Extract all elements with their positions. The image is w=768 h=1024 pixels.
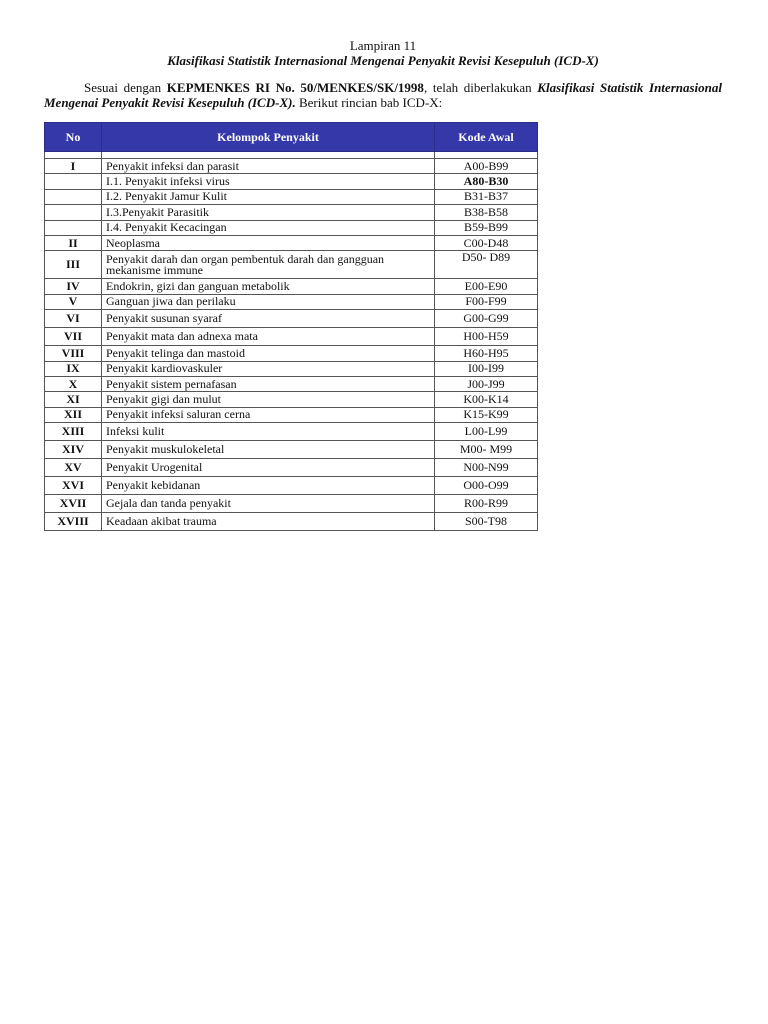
row-no: X: [45, 376, 102, 391]
row-no: IV: [45, 279, 102, 294]
row-group: Penyakit gigi dan mulut: [102, 392, 435, 407]
table-row: [45, 294, 538, 309]
row-no: VIII: [45, 346, 102, 361]
row-code: K15-K99: [435, 407, 538, 422]
intro-text-3: Berikut rincian bab ICD-X:: [295, 95, 443, 110]
row-code: N00-N99: [435, 459, 538, 477]
row-group: Penyakit muskulokeletal: [102, 441, 435, 459]
row-code: B31-B37: [435, 189, 538, 204]
icd-chapter-table: [44, 122, 538, 531]
row-no: II: [45, 235, 102, 250]
row-no: XV: [45, 459, 102, 477]
row-code: E00-E90: [435, 279, 538, 294]
row-group: I.1. Penyakit infeksi virus: [102, 174, 435, 189]
spacer-row: [45, 152, 538, 159]
table-row: [45, 279, 538, 294]
row-group: Penyakit darah dan organ pembentuk darah dan gangguan mekanisme immune: [102, 251, 435, 279]
table-body: [45, 152, 538, 531]
table-row: [45, 174, 538, 189]
row-code: K00-K14: [435, 392, 538, 407]
row-group: Penyakit susunan syaraf: [102, 310, 435, 328]
appendix-label: Lampiran 11: [349, 38, 417, 53]
row-group: Penyakit infeksi saluran cerna: [102, 407, 435, 422]
table-row: [45, 495, 538, 513]
table-row: [45, 346, 538, 361]
row-group: Infeksi kulit: [102, 423, 435, 441]
row-code: A80-B30: [435, 174, 538, 189]
header-no: No: [45, 123, 102, 152]
header-code: Kode Awal: [435, 123, 538, 152]
row-group: I.3.Penyakit Parasitik: [102, 205, 435, 220]
header-group: Kelompok Penyakit: [102, 123, 435, 152]
intro-text-2: , telah diberlakukan: [423, 80, 538, 95]
row-group: Penyakit Urogenital: [102, 459, 435, 477]
row-code: S00-T98: [435, 513, 538, 531]
table-header: [45, 123, 538, 152]
row-group: Penyakit kebidanan: [102, 477, 435, 495]
table-row: [45, 205, 538, 220]
row-group: Penyakit telinga dan mastoid: [102, 346, 435, 361]
table-row: [45, 459, 538, 477]
row-group: Penyakit sistem pernafasan: [102, 376, 435, 391]
row-no: I: [45, 159, 102, 174]
table-row: [45, 310, 538, 328]
intro-paragraph: [44, 80, 722, 110]
row-group: I.4. Penyakit Kecacingan: [102, 220, 435, 235]
row-no: IX: [45, 361, 102, 376]
row-no: XI: [45, 392, 102, 407]
table-row: [45, 235, 538, 250]
row-code: D50- D89: [435, 251, 538, 279]
intro-decree: KEPMENKES RI No. 50/MENKES/SK/1998: [166, 80, 424, 95]
row-group: Penyakit kardiovaskuler: [102, 361, 435, 376]
row-code: G00-G99: [435, 310, 538, 328]
table-row: [45, 159, 538, 174]
row-code: M00- M99: [435, 441, 538, 459]
table-row: [45, 513, 538, 531]
row-code: B59-B99: [435, 220, 538, 235]
table-row: [45, 423, 538, 441]
row-no: [45, 174, 102, 189]
row-no: [45, 220, 102, 235]
table-row: [45, 328, 538, 346]
table-row: [45, 392, 538, 407]
row-code: C00-D48: [435, 235, 538, 250]
row-no: V: [45, 294, 102, 309]
row-code: B38-B58: [435, 205, 538, 220]
intro-text-1: Sesuai dengan: [84, 80, 167, 95]
row-group: Penyakit infeksi dan parasit: [102, 159, 435, 174]
row-group: Gejala dan tanda penyakit: [102, 495, 435, 513]
document-heading: [44, 38, 722, 68]
header-row: [45, 123, 538, 152]
table-row: [45, 407, 538, 422]
row-group: Endokrin, gizi dan ganguan metabolik: [102, 279, 435, 294]
row-code: J00-J99: [435, 376, 538, 391]
table-row: [45, 441, 538, 459]
table-row: [45, 189, 538, 204]
table-row: [45, 251, 538, 279]
row-no: XVII: [45, 495, 102, 513]
row-group: I.2. Penyakit Jamur Kulit: [102, 189, 435, 204]
document-title: Klasifikasi Statistik Internasional Mengenai Penyakit Revisi Kesepuluh (ICD-X): [167, 53, 599, 68]
row-no: [45, 205, 102, 220]
row-group: Ganguan jiwa dan perilaku: [102, 294, 435, 309]
row-code: I00-I99: [435, 361, 538, 376]
row-no: XVI: [45, 477, 102, 495]
row-no: III: [45, 251, 102, 279]
row-code: A00-B99: [435, 159, 538, 174]
row-code: L00-L99: [435, 423, 538, 441]
row-group: Neoplasma: [102, 235, 435, 250]
row-code: F00-F99: [435, 294, 538, 309]
table-row: [45, 376, 538, 391]
row-no: XVIII: [45, 513, 102, 531]
row-code: H00-H59: [435, 328, 538, 346]
table-row: [45, 220, 538, 235]
row-no: [45, 189, 102, 204]
row-no: VII: [45, 328, 102, 346]
row-group: Keadaan akibat trauma: [102, 513, 435, 531]
row-group: Penyakit mata dan adnexa mata: [102, 328, 435, 346]
row-code: H60-H95: [435, 346, 538, 361]
table-row: [45, 477, 538, 495]
row-code: O00-O99: [435, 477, 538, 495]
intro-classification-name: Klasifikasi Statistik Internasional Mengenai Penyakit Revisi Kesepuluh (ICD-X).: [44, 80, 722, 110]
row-no: XIV: [45, 441, 102, 459]
row-no: XIII: [45, 423, 102, 441]
table-row: [45, 361, 538, 376]
row-no: VI: [45, 310, 102, 328]
row-code: R00-R99: [435, 495, 538, 513]
row-no: XII: [45, 407, 102, 422]
